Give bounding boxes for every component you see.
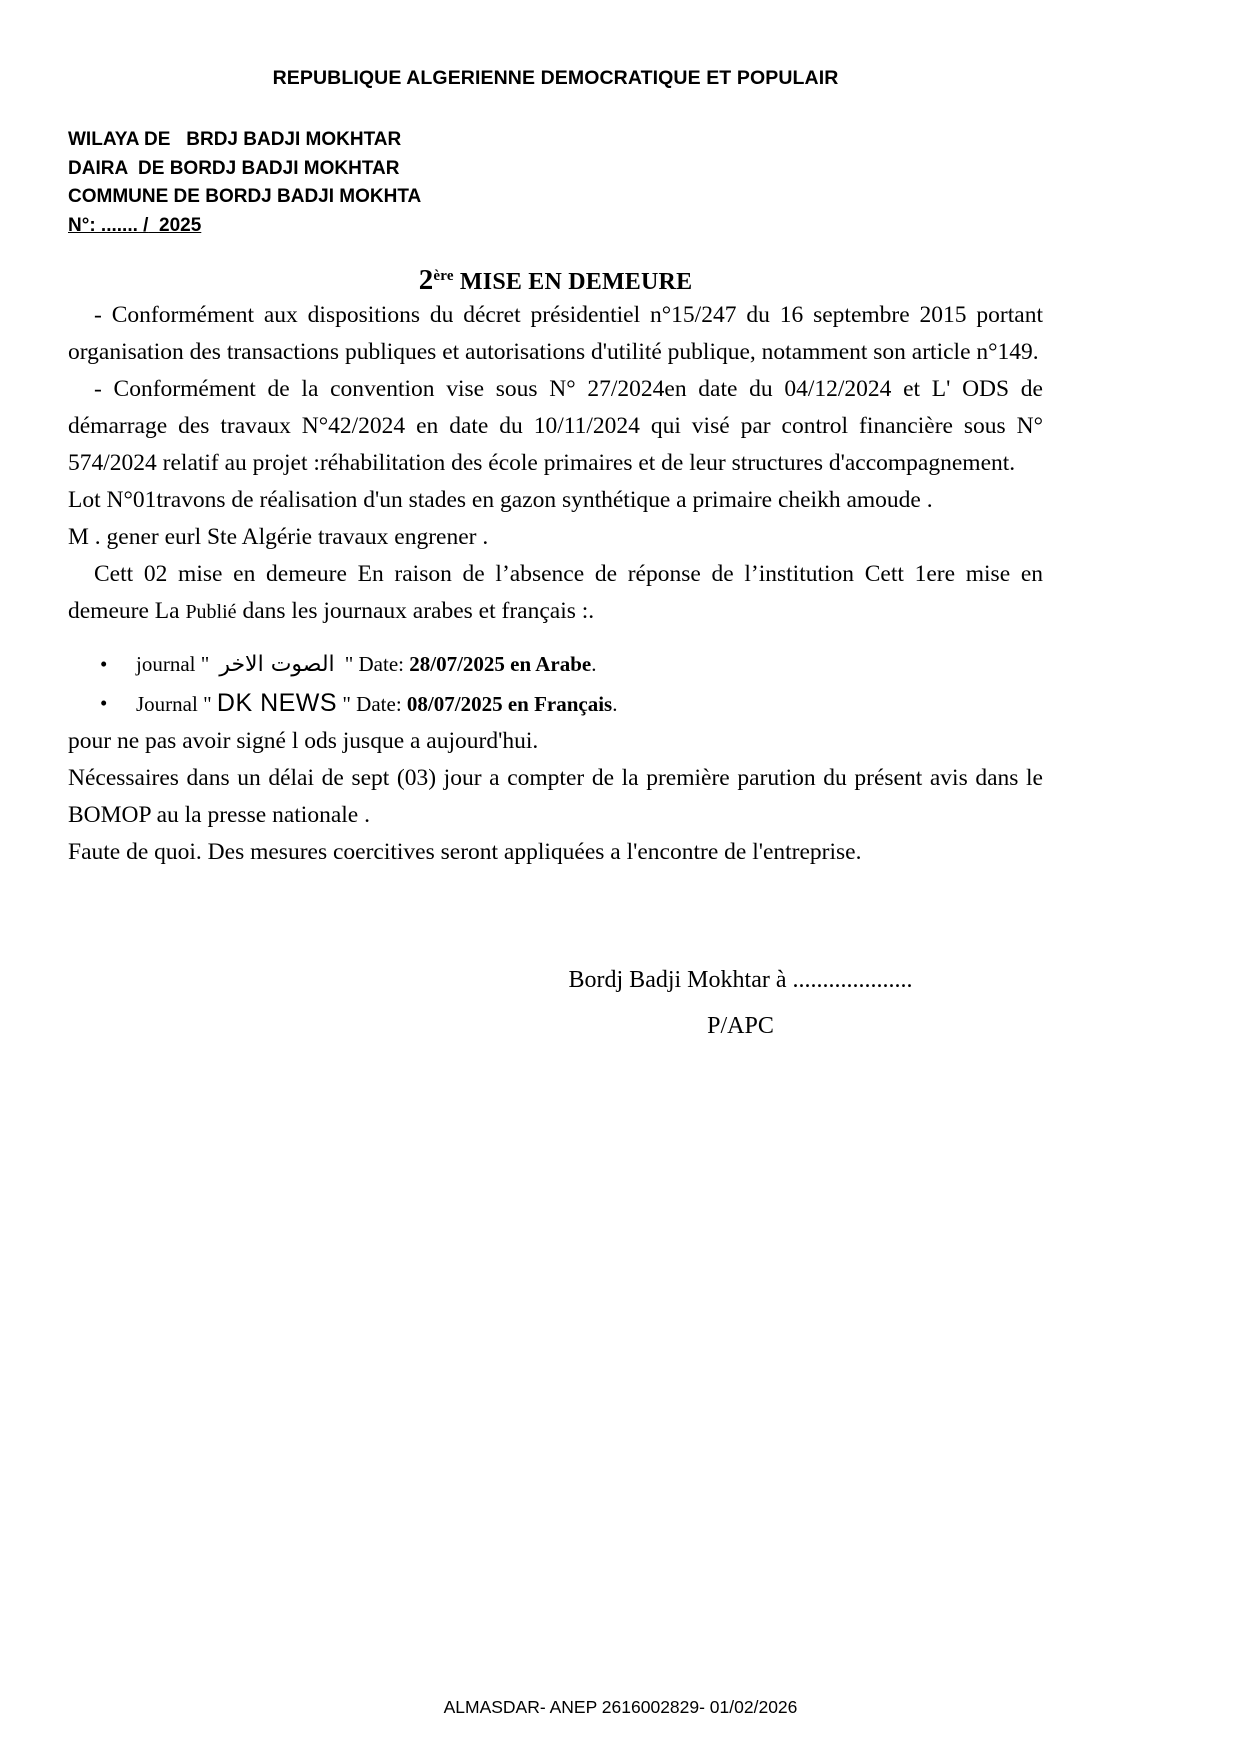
- journal-date-value: 08/07/2025 en Français: [406, 692, 613, 716]
- paragraph-decree-reference: - Conformément aux dispositions du décret présidentiel n°15/247 du 16 septembre 2015 portant organisation des transactions publiques et autorisations d'utilité publique, notamment son article n°149.: [68, 302, 1043, 365]
- journal-quote-close: ": [344, 652, 354, 676]
- footer-anep-reference: ALMASDAR- ANEP 2616002829- 01/02/2026: [443, 1697, 798, 1717]
- journal-quote-close: ": [342, 692, 351, 716]
- journal-period: .: [591, 652, 597, 676]
- page-title-ordinal: ère: [433, 268, 454, 284]
- bullet-icon: •: [100, 652, 108, 676]
- journal-date-label: Date:: [358, 652, 404, 676]
- second-notice-text-part2: dans les journaux arabes et français :.: [236, 598, 595, 624]
- wilaya-line: WILAYA DE BRDJ BADJI MOKHTAR: [68, 129, 402, 150]
- paragraph-company-name: M . gener eurl Ste Algérie travaux engrener .: [68, 524, 489, 550]
- journal-publication-list: [68, 645, 1043, 723]
- page-title-number: 2: [418, 264, 434, 296]
- journal-name-arabic: الصوت الاخر: [219, 652, 335, 677]
- administrative-header: [68, 126, 1043, 240]
- journal-name-latin: DK NEWS: [216, 689, 338, 717]
- reference-number-line: [68, 212, 1043, 241]
- journal-date-value: 28/07/2025 en Arabe: [409, 652, 592, 676]
- paragraph-coercive-measures: Faute de quoi. Des mesures coercitives seront appliquées a l'encontre de l'entreprise.: [68, 839, 862, 865]
- paragraph-unsigned-ods: pour ne pas avoir signé l ods jusque a aujourd'hui.: [68, 728, 539, 754]
- page-title-text: MISE EN DEMEURE: [459, 269, 693, 295]
- document-content: [68, 0, 1043, 1049]
- daira-line: DAIRA DE BORDJ BADJI MOKHTAR: [68, 157, 400, 179]
- journal-period: .: [612, 692, 618, 716]
- paragraph-convention-reference: - Conformément de la convention vise sous N° 27/2024en date du 04/12/2024 et L' ODS de démarrage des travaux N°42/2024 en date du 10/11/2024 qui visé par control financière sous N° 574/2024 relatif au projet :réhabilitation des école primaires et de leur structures d'accompagnement.: [68, 376, 1043, 476]
- bullet-icon: •: [100, 691, 108, 715]
- signature-place-date: Bordj Badji Mokhtar à ....................: [568, 967, 913, 993]
- list-item: [68, 684, 1043, 723]
- commune-line: COMMUNE DE BORDJ BADJI MOKHTA: [68, 186, 422, 207]
- paragraph-lot-description: Lot N°01travons de réalisation d'un stades en gazon synthétique a primaire cheikh amoude .: [68, 487, 933, 513]
- journal-label: journal ": [136, 652, 210, 676]
- paragraph-second-notice: [68, 556, 1043, 631]
- second-notice-published-word: Publié: [185, 601, 237, 623]
- signature-role: P/APC: [707, 1013, 774, 1039]
- journal-label: Journal ": [136, 692, 212, 716]
- reference-number-prefix: N°: ....... /: [68, 214, 149, 236]
- list-item: [68, 645, 1043, 684]
- paragraph-deadline: Nécessaires dans un délai de sept (03) jour a compter de la première parution du présent avis dans le BOMOP au la presse nationale .: [68, 765, 1043, 828]
- journal-date-label: Date:: [356, 692, 402, 716]
- second-notice-text-part1: Cett 02 mise en demeure En raison de l’absence de réponse de l’institution Cett 1ere mise en demeure La: [68, 561, 1043, 624]
- republic-heading: REPUBLIQUE ALGERIENNE DEMOCRATIQUE ET POPULAIR: [272, 67, 839, 89]
- signature-block: [68, 957, 1043, 1049]
- page-title: [68, 264, 1043, 297]
- reference-number-year: 2025: [159, 214, 202, 236]
